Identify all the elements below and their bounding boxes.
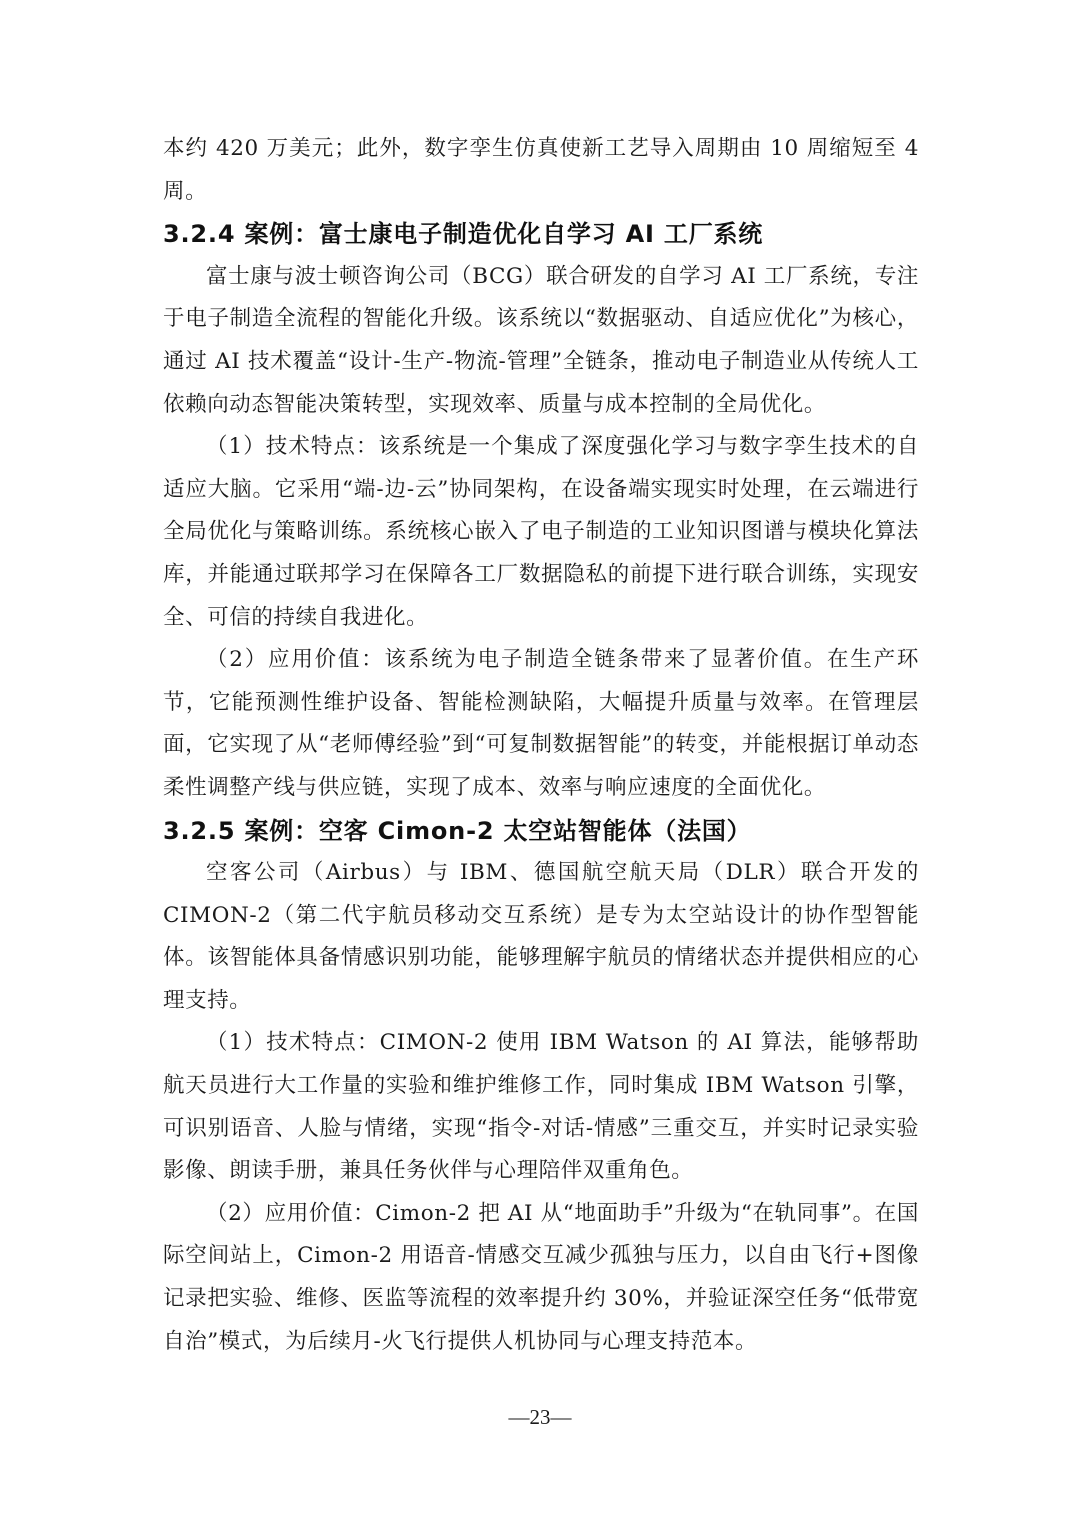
paragraph-foxconn-tech: （1）技术特点：该系统是一个集成了深度强化学习与数字孪生技术的自适应大脑。它采用“端-边-云”协同架构，在设备端实现实时处理，在云端进行全局优化与策略训练。系统核心嵌入了电子制造的工业知识图谱与模块化算法库，并能通过联邦学习在保障各工厂数据隐私的前提下进行联合训练，实现安全、可信的持续自我进化。 <box>163 434 919 630</box>
paragraph-foxconn-intro: 富士康与波士顿咨询公司（BCG）联合研发的自学习 AI 工厂系统，专注于电子制造全流程的智能化升级。该系统以“数据驱动、自适应优化”为核心，通过 AI 技术覆盖“设计-生产-物流-管理”全链条，推动电子制造业从传统人工依赖向动态智能决策转型，实现效率、质量与成本控制的全局优化。 <box>163 263 919 417</box>
paragraph-cimon-tech: （1）技术特点：CIMON-2 使用 IBM Watson 的 AI 算法，能够帮助航天员进行大工作量的实验和维护维修工作，同时集成 IBM Watson 引擎，可识别语音、人脸与情绪，实现“指令-对话-情感”三重交互，并实时记录实验影像、朗读手册，兼具任务伙伴与心理陪伴双重角色。 <box>163 1030 919 1184</box>
section-heading-3-2-4: 3.2.4 案例：富士康电子制造优化自学习 AI 工厂系统 <box>163 220 764 249</box>
page-body <box>163 128 919 1363</box>
page-number: —23— <box>508 1405 572 1429</box>
section-heading-3-2-5: 3.2.5 案例：空客 Cimon-2 太空站智能体（法国） <box>163 816 752 845</box>
paragraph-cimon-intro: 空客公司（Airbus）与 IBM、德国航空航天局（DLR）联合开发的 CIMON-2（第二代宇航员移动交互系统）是专为太空站设计的协作型智能体。该智能体具备情感识别功能，能够理解宇航员的情绪状态并提供相应的心理支持。 <box>163 860 919 1013</box>
paragraph-foxconn-value: （2）应用价值：该系统为电子制造全链条带来了显著价值。在生产环节，它能预测性维护设备、智能检测缺陷，大幅提升质量与效率。在管理层面，它实现了从“老师傅经验”到“可复制数据智能”的转变，并能根据订单动态柔性调整产线与供应链，实现了成本、效率与响应速度的全面优化。 <box>163 647 919 800</box>
paragraph-cimon-value: （2）应用价值：Cimon-2 把 AI 从“地面助手”升级为“在轨同事”。在国际空间站上，Cimon-2 用语音-情感交互减少孤独与压力，以自由飞行+图像记录把实验、维修、医监等流程的效率提升约 30%，并验证深空任务“低带宽自治”模式，为后续月-火飞行提供人机协同与心理支持范本。 <box>163 1200 919 1354</box>
paragraph-continuation: 本约 420 万美元；此外，数字孪生仿真使新工艺导入周期由 10 周缩短至 4 周。 <box>163 136 919 204</box>
